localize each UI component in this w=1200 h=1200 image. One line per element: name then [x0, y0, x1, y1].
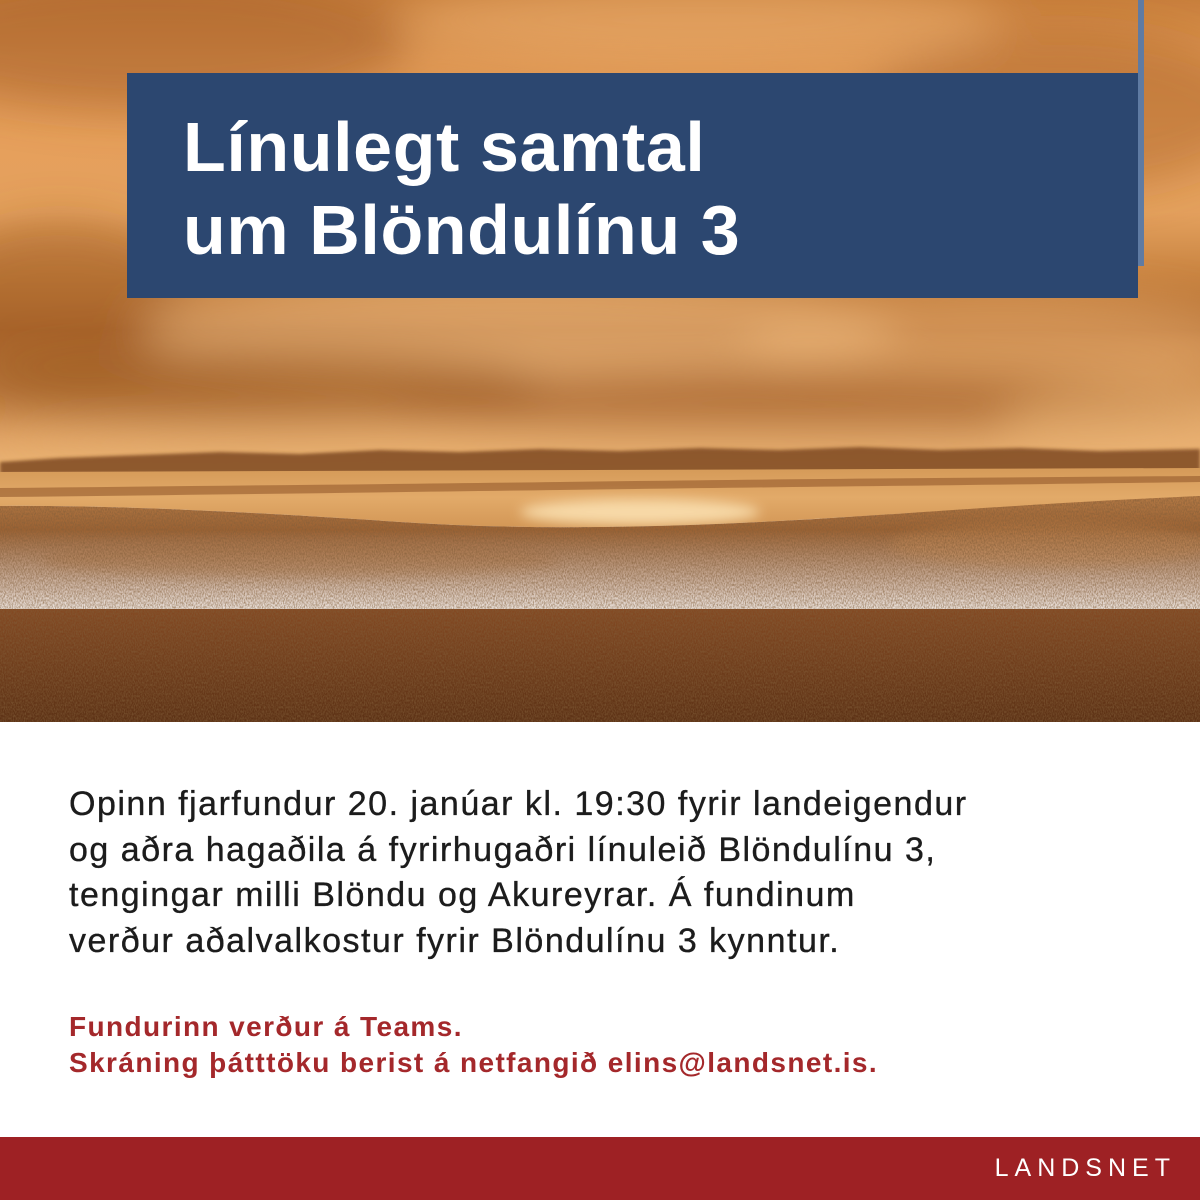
- notice-line: Fundurinn verður á Teams.: [69, 1011, 463, 1042]
- title-line-2: um Blöndulínu 3: [183, 191, 741, 269]
- page-title: [183, 106, 740, 272]
- description-line: tengingar milli Blöndu og Akureyrar. Á fundinum: [69, 876, 856, 914]
- footer-bar: [0, 1137, 1200, 1200]
- title-line-1: Línulegt samtal: [183, 108, 706, 186]
- landsnet-logo: LANDSNET: [994, 1154, 1176, 1182]
- description-line: og aðra hagaðila á fyrirhugaðri línuleið Blöndulínu 3,: [69, 830, 937, 869]
- description-line: Opinn fjarfundur 20. janúar kl. 19:30 fyrir landeigendur: [69, 785, 968, 823]
- meeting-notice: [69, 1009, 878, 1081]
- event-description: [69, 782, 968, 964]
- accent-stripe: [1138, 0, 1144, 266]
- description-line: verður aðalvalkostur fyrir Blöndulínu 3 kynntur.: [69, 921, 841, 960]
- notice-line: Skráning þátttöku berist á netfangið elins@landsnet.is.: [69, 1047, 879, 1078]
- sun-glare: [520, 499, 760, 525]
